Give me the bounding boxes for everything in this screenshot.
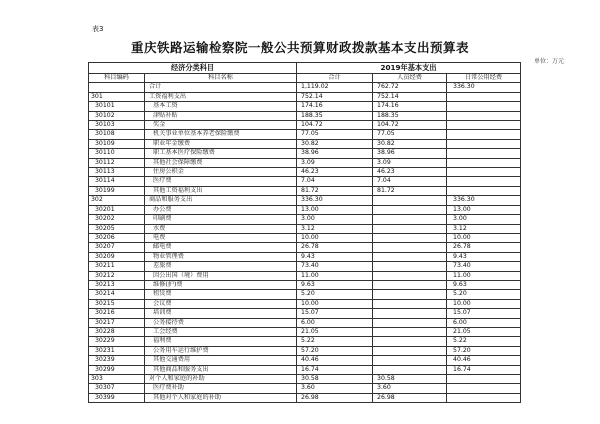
- row-personnel: [373, 271, 447, 280]
- row-public: [447, 149, 521, 158]
- table-row: [89, 346, 521, 355]
- row-personnel: [373, 252, 447, 261]
- table-row: [89, 102, 521, 111]
- row-public: [447, 121, 521, 130]
- row-name: 工资福利支出: [145, 92, 297, 101]
- table-row: [89, 224, 521, 233]
- row-name: 培训费: [145, 309, 297, 318]
- economic-classification-header: 经济分类科目: [89, 63, 297, 74]
- column-header-code: 科目编码: [89, 74, 145, 83]
- row-public: [447, 393, 521, 402]
- row-name: 住房公积金: [145, 168, 297, 177]
- row-name: 福利费: [145, 337, 297, 346]
- row-personnel: 104.72: [373, 121, 447, 130]
- row-public: [447, 384, 521, 393]
- row-public: [447, 111, 521, 120]
- row-code: 30205: [89, 224, 145, 233]
- row-code: 30101: [89, 102, 145, 111]
- table-row: [89, 177, 521, 186]
- table-row: [89, 252, 521, 261]
- row-code: 30110: [89, 149, 145, 158]
- row-total: 6.00: [297, 318, 373, 327]
- column-header-public: 日常公用经费: [447, 74, 521, 83]
- row-public: [447, 186, 521, 195]
- row-total: 9.43: [297, 252, 373, 261]
- row-total: 9.63: [297, 280, 373, 289]
- column-header-total: 合计: [297, 74, 373, 83]
- row-code: 30207: [89, 243, 145, 252]
- row-personnel: [373, 318, 447, 327]
- row-public: 9.43: [447, 252, 521, 261]
- row-personnel: [373, 262, 447, 271]
- row-code: 30209: [89, 252, 145, 261]
- row-total: 188.35: [297, 111, 373, 120]
- table-row: [89, 205, 521, 214]
- row-name: 职业年金缴费: [145, 139, 297, 148]
- table-row: [89, 309, 521, 318]
- row-public: [447, 102, 521, 111]
- row-total: 174.16: [297, 102, 373, 111]
- row-name: 工会经费: [145, 327, 297, 336]
- row-total: 7.04: [297, 177, 373, 186]
- row-personnel: [373, 290, 447, 299]
- row-personnel: 81.72: [373, 186, 447, 195]
- row-total: 104.72: [297, 121, 373, 130]
- row-code: 303: [89, 375, 145, 384]
- row-code: 30212: [89, 271, 145, 280]
- table-row: [89, 318, 521, 327]
- row-name: 医疗费补助: [145, 384, 297, 393]
- row-name: 对个人和家庭的补助: [145, 375, 297, 384]
- row-personnel: [373, 327, 447, 336]
- row-personnel: 762.72: [373, 83, 447, 92]
- row-personnel: 174.16: [373, 102, 447, 111]
- row-total: 30.58: [297, 375, 373, 384]
- row-code: 30112: [89, 158, 145, 167]
- row-personnel: [373, 337, 447, 346]
- row-code: 30299: [89, 365, 145, 374]
- row-public: 9.63: [447, 280, 521, 289]
- table-row: [89, 149, 521, 158]
- row-personnel: [373, 205, 447, 214]
- row-personnel: 26.98: [373, 393, 447, 402]
- row-personnel: [373, 299, 447, 308]
- row-total: 13.00: [297, 205, 373, 214]
- table-row: [89, 111, 521, 120]
- row-code: 30206: [89, 233, 145, 242]
- row-name: 基本工资: [145, 102, 297, 111]
- row-public: 26.78: [447, 243, 521, 252]
- row-public: [447, 139, 521, 148]
- row-personnel: 77.05: [373, 130, 447, 139]
- row-total: 1,119.02: [297, 83, 373, 92]
- row-name: 水费: [145, 224, 297, 233]
- row-code: 30108: [89, 130, 145, 139]
- row-name: 印刷费: [145, 215, 297, 224]
- row-personnel: 3.60: [373, 384, 447, 393]
- budget-table: [88, 62, 521, 403]
- row-personnel: [373, 346, 447, 355]
- column-header-personnel: 人员经费: [373, 74, 447, 83]
- row-total: 3.12: [297, 224, 373, 233]
- row-public: 15.07: [447, 309, 521, 318]
- row-public: [447, 177, 521, 186]
- row-code: 30114: [89, 177, 145, 186]
- row-name: 会议费: [145, 299, 297, 308]
- row-public: 3.00: [447, 215, 521, 224]
- row-personnel: [373, 356, 447, 365]
- row-personnel: 3.09: [373, 158, 447, 167]
- row-public: [447, 158, 521, 167]
- row-total: 21.05: [297, 327, 373, 336]
- table-row: [89, 271, 521, 280]
- row-total: 3.00: [297, 215, 373, 224]
- row-name: 电费: [145, 233, 297, 242]
- row-name: 其他社会保障缴费: [145, 158, 297, 167]
- row-public: 10.00: [447, 233, 521, 242]
- row-name: 其他交通费用: [145, 356, 297, 365]
- row-name: 津贴补贴: [145, 111, 297, 120]
- row-total: 10.00: [297, 299, 373, 308]
- row-name: 办公费: [145, 205, 297, 214]
- row-code: 30399: [89, 393, 145, 402]
- row-personnel: 30.58: [373, 375, 447, 384]
- row-name: 奖金: [145, 121, 297, 130]
- row-name: 因公出国（境）费用: [145, 271, 297, 280]
- row-public: [447, 92, 521, 101]
- row-public: 11.00: [447, 271, 521, 280]
- row-code: 30228: [89, 327, 145, 336]
- basic-expenditure-header: 2019年基本支出: [297, 63, 521, 74]
- table-row: [89, 92, 521, 101]
- row-code: 30103: [89, 121, 145, 130]
- table-row: [89, 130, 521, 139]
- table-row: [89, 262, 521, 271]
- row-total: 26.98: [297, 393, 373, 402]
- table-row: [89, 290, 521, 299]
- row-code: 30202: [89, 215, 145, 224]
- row-public: 336.30: [447, 196, 521, 205]
- row-name: 其他商品和服务支出: [145, 365, 297, 374]
- row-public: 5.20: [447, 290, 521, 299]
- row-personnel: 7.04: [373, 177, 447, 186]
- row-name: 邮电费: [145, 243, 297, 252]
- row-code: 30199: [89, 186, 145, 195]
- row-personnel: [373, 309, 447, 318]
- row-code: 30231: [89, 346, 145, 355]
- row-public: 57.20: [447, 346, 521, 355]
- row-code: 30211: [89, 262, 145, 271]
- row-personnel: [373, 233, 447, 242]
- row-public: 16.74: [447, 365, 521, 374]
- table-group-header: [89, 63, 521, 74]
- row-public: 21.05: [447, 327, 521, 336]
- row-name: 医疗费: [145, 177, 297, 186]
- row-personnel: 30.82: [373, 139, 447, 148]
- row-name: 租赁费: [145, 290, 297, 299]
- row-code: 30113: [89, 168, 145, 177]
- row-code: 30213: [89, 280, 145, 289]
- row-public: [447, 375, 521, 384]
- table-row: [89, 215, 521, 224]
- row-public: 13.00: [447, 205, 521, 214]
- row-personnel: [373, 243, 447, 252]
- row-public: [447, 168, 521, 177]
- row-code: 30102: [89, 111, 145, 120]
- row-personnel: [373, 215, 447, 224]
- row-public: 40.46: [447, 356, 521, 365]
- row-personnel: 38.96: [373, 149, 447, 158]
- row-personnel: 752.14: [373, 92, 447, 101]
- row-name: 差旅费: [145, 262, 297, 271]
- row-total: 752.14: [297, 92, 373, 101]
- row-name: 合计: [145, 83, 297, 92]
- row-public: [447, 130, 521, 139]
- row-code: 30239: [89, 356, 145, 365]
- row-personnel: 188.35: [373, 111, 447, 120]
- row-total: 73.40: [297, 262, 373, 271]
- row-code: [89, 83, 145, 92]
- row-total: 38.96: [297, 149, 373, 158]
- row-name: 物业管理费: [145, 252, 297, 261]
- row-personnel: [373, 280, 447, 289]
- row-name: 商品和服务支出: [145, 196, 297, 205]
- table-row: [89, 83, 521, 92]
- row-name: 其他工资福利支出: [145, 186, 297, 195]
- row-total: 11.00: [297, 271, 373, 280]
- row-total: 77.05: [297, 130, 373, 139]
- table-row: [89, 139, 521, 148]
- row-name: 机关事业单位基本养老保险缴费: [145, 130, 297, 139]
- table-number: 表3: [92, 25, 104, 33]
- row-code: 30307: [89, 384, 145, 393]
- table-row: [89, 158, 521, 167]
- table-row: [89, 375, 521, 384]
- table-column-header: [89, 74, 521, 83]
- row-personnel: [373, 224, 447, 233]
- row-code: 30229: [89, 337, 145, 346]
- table-row: [89, 356, 521, 365]
- page-title: 重庆铁路运输检察院一般公共预算财政拨款基本支出预算表: [130, 40, 469, 55]
- row-personnel: [373, 365, 447, 374]
- row-public: 6.00: [447, 318, 521, 327]
- row-code: 30216: [89, 309, 145, 318]
- row-total: 3.60: [297, 384, 373, 393]
- row-total: 30.82: [297, 139, 373, 148]
- row-total: 16.74: [297, 365, 373, 374]
- row-public: 5.22: [447, 337, 521, 346]
- row-code: 30217: [89, 318, 145, 327]
- row-code: 302: [89, 196, 145, 205]
- row-total: 336.30: [297, 196, 373, 205]
- row-total: 46.23: [297, 168, 373, 177]
- row-code: 30214: [89, 290, 145, 299]
- row-total: 26.78: [297, 243, 373, 252]
- row-code: 301: [89, 92, 145, 101]
- table-row: [89, 384, 521, 393]
- row-total: 10.00: [297, 233, 373, 242]
- table-row: [89, 299, 521, 308]
- table-row: [89, 337, 521, 346]
- row-total: 3.09: [297, 158, 373, 167]
- row-code: 30109: [89, 139, 145, 148]
- row-name: 公务接待费: [145, 318, 297, 327]
- row-name: 职工基本医疗保险缴费: [145, 149, 297, 158]
- table-row: [89, 393, 521, 402]
- table-row: [89, 186, 521, 195]
- row-public: 336.30: [447, 83, 521, 92]
- column-header-name: 科目名称: [145, 74, 297, 83]
- row-name: 公务用车运行维护费: [145, 346, 297, 355]
- table-row: [89, 280, 521, 289]
- row-total: 40.46: [297, 356, 373, 365]
- row-total: 57.20: [297, 346, 373, 355]
- row-total: 15.07: [297, 309, 373, 318]
- unit-label: 单位：万元: [534, 58, 565, 65]
- row-public: 73.40: [447, 262, 521, 271]
- table-row: [89, 168, 521, 177]
- row-personnel: 46.23: [373, 168, 447, 177]
- table-row: [89, 196, 521, 205]
- table-row: [89, 233, 521, 242]
- row-public: 3.12: [447, 224, 521, 233]
- row-code: 30215: [89, 299, 145, 308]
- row-public: 10.00: [447, 299, 521, 308]
- table-body: [89, 83, 521, 403]
- table-row: [89, 365, 521, 374]
- table-row: [89, 243, 521, 252]
- table-row: [89, 327, 521, 336]
- row-code: 30201: [89, 205, 145, 214]
- row-total: 81.72: [297, 186, 373, 195]
- row-total: 5.20: [297, 290, 373, 299]
- row-name: 其他对个人和家庭的补助: [145, 393, 297, 402]
- row-name: 维修(护)费: [145, 280, 297, 289]
- row-total: 5.22: [297, 337, 373, 346]
- table-row: [89, 121, 521, 130]
- row-personnel: [373, 196, 447, 205]
